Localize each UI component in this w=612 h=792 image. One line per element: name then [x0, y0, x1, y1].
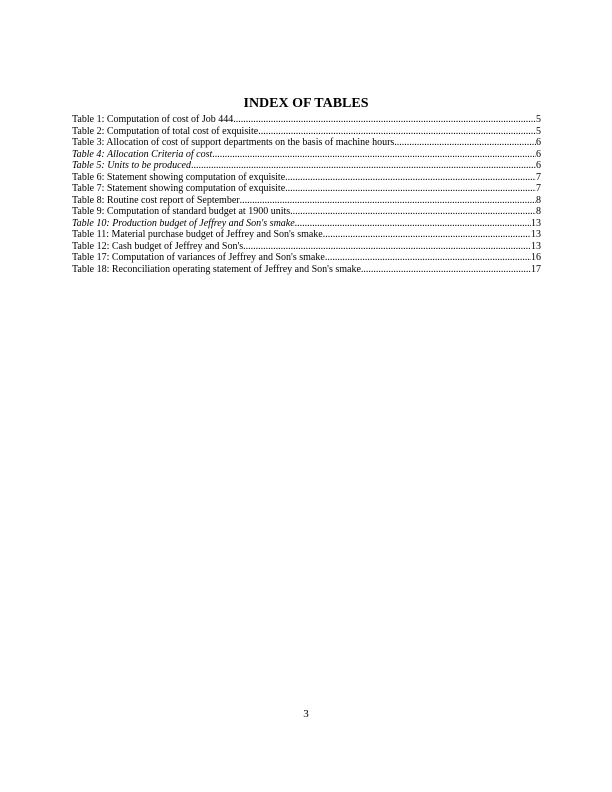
toc-dot-leader	[212, 149, 536, 161]
toc-entry[interactable]	[72, 206, 541, 218]
toc-entry[interactable]	[72, 114, 541, 126]
toc-entry[interactable]	[72, 160, 541, 172]
toc-dot-leader	[361, 264, 531, 276]
toc-entry[interactable]	[72, 172, 541, 184]
toc-entry-title: Table 9: Computation of standard budget at 1900 units	[72, 206, 291, 217]
toc-entry-page: 7	[536, 183, 541, 194]
toc-entry-page: 13	[531, 217, 541, 229]
toc-dot-leader	[285, 172, 536, 184]
toc-dot-leader	[290, 206, 536, 218]
toc-entry-title: Table 18: Reconciliation operating statement of Jeffrey and Son's smake	[72, 263, 361, 275]
toc-entry-title: Table 3: Allocation of cost of support departments on the basis of machine hours	[72, 137, 395, 148]
toc-entry-title: Table 5: Units to be produced	[72, 160, 191, 171]
toc-dot-leader	[394, 137, 536, 149]
toc-entry-title: Table 7: Statement showing computation of exquisite	[72, 183, 286, 194]
toc-entry[interactable]	[72, 264, 541, 276]
toc-entry-page: 6	[536, 160, 541, 171]
toc-entry-page: 8	[536, 194, 541, 206]
toc-entry-page: 13	[531, 240, 541, 252]
toc-entry-page: 5	[536, 125, 541, 137]
toc-entry-title: Table 2: Computation of total cost of exquisite	[72, 125, 259, 137]
toc-entry-page: 6	[536, 137, 541, 148]
toc-entry-title: Table 11: Material purchase budget of Jeffrey and Son's smake	[72, 229, 323, 240]
toc-dot-leader	[325, 252, 531, 264]
toc-dot-leader	[258, 126, 536, 138]
toc-entry-title: Table 12: Cash budget of Jeffrey and Son's	[72, 240, 244, 252]
toc-entry-title: Table 8: Routine cost report of September	[72, 194, 240, 206]
toc-entry[interactable]	[72, 149, 541, 161]
toc-entry-page: 16	[531, 252, 541, 263]
toc-entry-title: Table 6: Statement showing computation of exquisite	[72, 171, 286, 183]
toc-entry-page: 5	[536, 114, 541, 125]
toc-entry[interactable]	[72, 137, 541, 149]
toc-entry-page: 17	[531, 263, 541, 275]
page-number: 3	[303, 708, 309, 720]
toc-dot-leader	[240, 195, 536, 207]
toc-entry[interactable]	[72, 195, 541, 207]
toc-entry-title: Table 1: Computation of cost of Job 444	[72, 114, 234, 125]
toc-dot-leader	[323, 229, 531, 241]
toc-entry[interactable]	[72, 126, 541, 138]
toc-entry[interactable]	[72, 252, 541, 264]
toc-entry-page: 8	[536, 206, 541, 217]
table-index-list	[72, 114, 541, 275]
toc-dot-leader	[243, 241, 531, 253]
toc-entry-page: 6	[536, 148, 541, 160]
toc-entry-title: Table 10: Production budget of Jeffrey and Son's smake	[72, 217, 295, 229]
toc-dot-leader	[233, 114, 536, 126]
index-title: INDEX OF TABLES	[243, 96, 369, 111]
toc-entry[interactable]	[72, 218, 541, 230]
toc-dot-leader	[285, 183, 536, 195]
toc-entry-title: Table 4: Allocation Criteria of cost	[72, 148, 213, 160]
toc-entry-title: Table 17: Computation of variances of Jeffrey and Son's smake	[72, 252, 325, 263]
toc-entry[interactable]	[72, 229, 541, 241]
toc-entry-page: 7	[536, 171, 541, 183]
toc-entry[interactable]	[72, 183, 541, 195]
toc-entry-page: 13	[531, 229, 541, 240]
toc-entry[interactable]	[72, 241, 541, 253]
toc-dot-leader	[191, 160, 536, 172]
toc-dot-leader	[295, 218, 531, 230]
